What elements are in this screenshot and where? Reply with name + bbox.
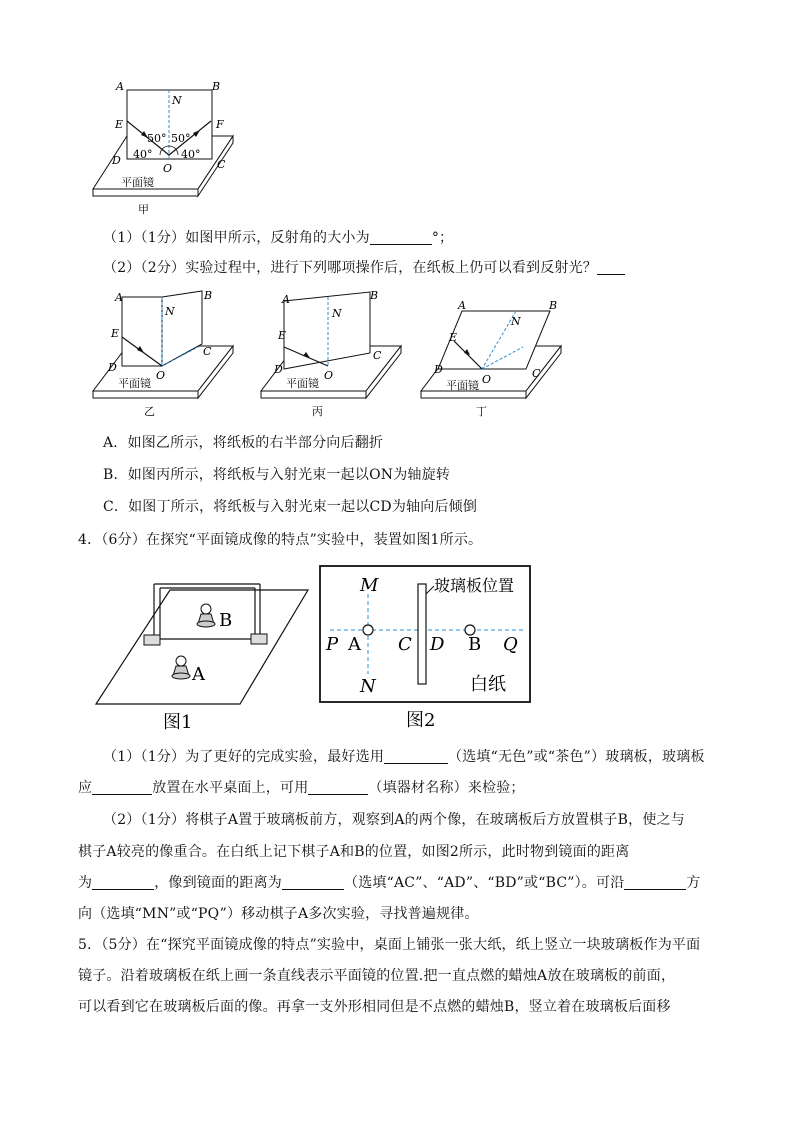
label-P: P — [326, 634, 339, 655]
figure-caption: 丁 — [476, 405, 487, 418]
label-B: B — [468, 634, 482, 655]
figure-jia — [90, 76, 250, 224]
label-A: A — [116, 80, 124, 93]
answer-blank[interactable] — [370, 230, 432, 245]
figure-caption: 甲 — [138, 203, 149, 216]
q4-line-3: （2）（1分）将棋子A置于玻璃板前方，观察到A的两个像，在玻璃板后方放置棋子B，使之与 — [103, 812, 685, 828]
figure-2 — [318, 564, 534, 734]
label-M: M — [360, 575, 379, 596]
figure-bing — [258, 289, 418, 423]
label-D: D — [430, 634, 445, 655]
label-C: C — [217, 158, 226, 171]
answer-blank[interactable] — [597, 260, 625, 275]
label-E: E — [115, 118, 124, 131]
label-A: A — [282, 293, 290, 306]
q4-line-2: 应 放置在水平桌面上，可用 （填器材名称）来检验； — [78, 780, 525, 796]
answer-blank[interactable] — [384, 749, 448, 764]
label-N: N — [172, 94, 182, 107]
figure-ding — [418, 289, 578, 423]
mirror-label: 平面镜 — [286, 377, 319, 390]
figure-caption: 乙 — [144, 405, 155, 418]
figure-caption: 图2 — [406, 710, 436, 731]
label-O: O — [163, 162, 173, 175]
mirror-label: 平面镜 — [121, 176, 154, 189]
label-N: N — [511, 315, 521, 328]
mirror-label: 平面镜 — [118, 377, 151, 390]
label-F: F — [216, 118, 224, 131]
q4-line-1: （1）（1分）为了更好的完成实验，最好选用 （选填“无色”或“茶色”）玻璃板，玻璃板 — [103, 749, 705, 765]
answer-blank[interactable] — [282, 875, 344, 890]
figure-caption: 图1 — [163, 712, 193, 733]
label-E: E — [449, 331, 458, 344]
figure-caption: 丙 — [312, 405, 323, 418]
piece-a-label: A — [192, 664, 205, 685]
option-c: C．如图丁所示，将纸板与入射光束一起以CD为轴向后倾倒 — [103, 499, 478, 515]
q4-line-4: 棋子A较亮的像重合。在白纸上记下棋子A和B的位置，如图2所示，此时物到镜面的距离 — [78, 844, 630, 860]
label-Q: Q — [503, 634, 518, 655]
q3-part1: （1）（1分）如图甲所示，反射角的大小为 °； — [103, 230, 454, 246]
label-B: B — [370, 289, 379, 302]
glass-position-label: 玻璃板位置 — [434, 576, 515, 595]
q5-line-2: 镜子。沿着玻璃板在纸上画一条直线表示平面镜的位置.把一直点燃的蜡烛A放在玻璃板的前面， — [78, 968, 676, 984]
answer-blank[interactable] — [624, 875, 686, 890]
angle-in: 50° — [147, 132, 167, 145]
label-B: B — [212, 80, 221, 93]
mirror-label: 平面镜 — [446, 379, 479, 392]
label-E: E — [278, 329, 287, 342]
answer-blank[interactable] — [92, 875, 154, 890]
label-C: C — [532, 367, 541, 380]
option-b: B．如图丙所示，将纸板与入射光束一起以ON为轴旋转 — [103, 467, 451, 483]
label-C: C — [203, 345, 212, 358]
figure-yi — [90, 289, 250, 423]
white-paper-label: 白纸 — [470, 674, 506, 695]
q4-line-6: 向（选填“MN”或“PQ”）移动棋子A多次实验，寻找普遍规律。 — [78, 906, 479, 922]
label-E: E — [111, 327, 120, 340]
angle-right: 40° — [181, 148, 201, 161]
answer-blank[interactable] — [308, 780, 368, 795]
figure-1 — [90, 568, 310, 736]
q3-part2: （2）（2分）实验过程中，进行下列哪项操作后，在纸板上仍可以看到反射光？ — [103, 258, 625, 278]
q5-line-1: 5．（5分）在“探究平面镜成像的特点”实验中，桌面上铺张一张大纸，纸上竖立一块玻璃板作为平面 — [78, 937, 701, 953]
label-D: D — [112, 154, 121, 167]
label-N: N — [332, 307, 342, 320]
label-C: C — [373, 349, 382, 362]
label-N: N — [360, 676, 376, 697]
q4-line-5: 为 ，像到镜面的距离为 （选填“AC”、“AD”、“BD”或“BC”）。可沿 方 — [78, 875, 701, 891]
angle-out: 50° — [171, 132, 191, 145]
label-D: D — [434, 363, 443, 376]
piece-b-label: B — [219, 610, 233, 631]
label-D: D — [108, 361, 117, 374]
label-D: D — [274, 363, 283, 376]
answer-blank[interactable] — [92, 780, 152, 795]
label-B: B — [204, 289, 213, 302]
label-N: N — [165, 305, 175, 318]
label-A: A — [458, 299, 466, 312]
option-a: A．如图乙所示，将纸板的右半部分向后翻折 — [103, 435, 384, 451]
label-A: A — [348, 634, 361, 655]
label-C: C — [398, 634, 412, 655]
q4-stem: 4．（6分）在探究“平面镜成像的特点”实验中，装置如图1所示。 — [78, 532, 483, 548]
q5-line-3: 可以看到它在玻璃板后面的像。再拿一支外形相同但是不点燃的蜡烛B，竖立着在玻璃板后面移 — [78, 999, 671, 1015]
label-O: O — [156, 369, 166, 382]
label-O: O — [324, 369, 334, 382]
label-B: B — [549, 299, 558, 312]
angle-left: 40° — [133, 148, 153, 161]
label-O: O — [482, 373, 492, 386]
label-A: A — [115, 291, 123, 304]
